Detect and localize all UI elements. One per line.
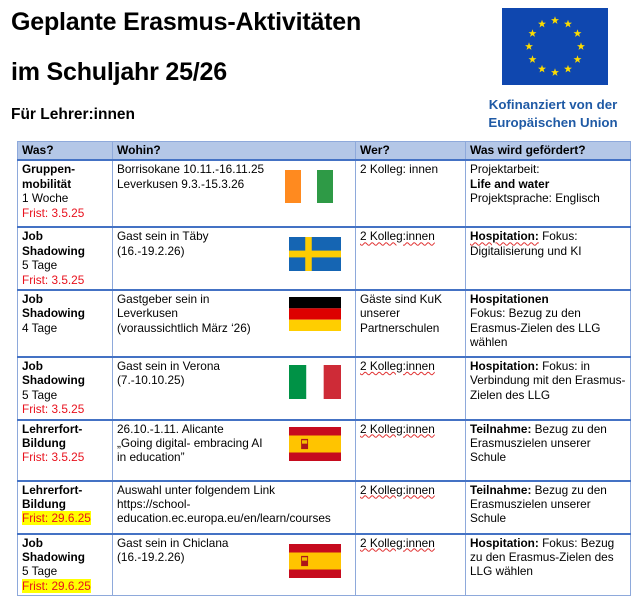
participants-text: 2 Kolleg:innen [360,535,435,550]
eu-star-icon [574,29,582,37]
activity-duration: 1 Woche [22,191,69,206]
funding-text: Fokus: Bezug zu den Erasmus-Zielen des LLG wählen [470,306,601,350]
funding-cell [466,534,631,596]
activity-type: Bildung [22,436,66,451]
activity-duration: 5 Tage [22,564,58,579]
ireland-flag-icon [285,170,333,203]
destination-text: (voraussichtlich März ‘26) [117,320,251,335]
funding-cell [466,160,631,227]
activity-type: Bildung [22,497,66,512]
eu-star-icon [574,55,582,63]
eu-flag-icon [502,8,608,85]
destination-text: Leverkusen 9.3.-15.3.26 [117,176,245,191]
eu-star-icon [538,65,546,73]
activity-type: Lehrerfort- [22,421,83,436]
eu-star-icon [525,42,533,50]
funding-highlight: Teilnahme: [470,482,532,497]
table-row [18,534,631,596]
funding-cell [466,481,631,534]
destination-cell [113,227,356,290]
funding-highlight: Life and water [470,176,550,191]
deadline: Frist: 3.5.25 [22,272,85,287]
destination-cell [113,534,356,596]
activity-type-cell [18,357,113,420]
funding-text: Fokus: Bezug zu den Erasmus-Zielen des LLG wählen [470,535,615,579]
activity-type: mobilität [22,176,72,191]
destination-cell [113,160,356,227]
table-row [18,481,631,534]
header-wohin: Wohin? [113,142,356,161]
activity-type: Gruppen- [22,162,76,177]
participants-text: 2 Kolleg:innen [360,421,435,436]
destination-text: Borrisokane 10.11.-16.11.25 [117,162,265,177]
spain-flag-icon [289,427,341,461]
activity-type-cell [18,534,113,596]
activity-duration: 4 Tage [22,320,58,335]
eu-label-line2: Europäischen Union [488,115,618,130]
activity-type-cell [18,481,113,534]
activity-duration: 5 Tage [22,387,58,402]
eu-star-icon [564,20,572,28]
funding-text: Projektarbeit: [470,162,540,177]
participants-text: 2 Kolleg:innen [360,359,435,374]
activities-table [17,141,631,596]
table-row [18,357,631,420]
participants-text: 2 Kolleg: innen [360,162,439,177]
eu-star-icon [538,20,546,28]
destination-text: Auswahl unter folgendem Link [117,482,276,497]
destination-text: Leverkusen [117,306,178,321]
funding-cell [466,227,631,290]
funding-text: Bezug zu den Erasmuszielen unserer Schule [470,421,607,465]
eu-star-icon [551,16,559,24]
deadline: Frist: 3.5.25 [22,205,85,220]
page-title-line2: im Schuljahr 25/26 [11,58,227,86]
destination-text: Gast sein in Chiclana [117,535,229,550]
funding-cell [466,420,631,481]
destination-text: https://school- [117,497,191,512]
header-wer: Wer? [356,142,466,161]
eu-star-icon [564,65,572,73]
germany-flag-icon [289,297,341,331]
table-row [18,227,631,290]
table-row [18,160,631,227]
course-link[interactable]: education.ec.europa.eu/en/learn/courses [117,511,331,526]
activity-type-cell [18,227,113,290]
activity-type: Job Shadowing [22,535,85,565]
activity-type: Job Shadowing [22,359,85,388]
destination-text: Gast sein in Verona [117,359,220,374]
funding-highlight: Hospitation: [470,359,539,374]
funding-text: Fokus: in Verbindung mit den Erasmus-Zielen des LLG [470,359,626,402]
destination-text: „Going digital- embracing AI [117,436,263,451]
destination-text: 26.10.-1.11. Alicante [117,421,224,436]
participants-text: Gäste sind KuK unserer Partnerschulen [360,292,442,335]
participants-cell [356,481,466,534]
eu-cofunding-label [468,96,638,132]
destination-text: Gast sein in Täby [117,229,209,244]
funding-text: Bezug zu den Erasmuszielen unserer Schule [470,482,607,526]
eu-star-icon [528,55,536,63]
activity-type: Job Shadowing [22,229,85,258]
activity-type-cell [18,160,113,227]
participants-cell [356,160,466,227]
destination-text: in education” [117,450,185,465]
funding-cell [466,357,631,420]
activity-duration: 5 Tage [22,258,58,273]
funding-cell [466,290,631,357]
page-subtitle: Für Lehrer:innen [11,106,136,123]
funding-highlight: Teilnahme: [470,421,532,436]
deadline: Frist: 29.6.25 [22,511,91,526]
destination-text: (16.-19.2.26) [117,550,185,565]
deadline: Frist: 29.6.25 [22,578,91,593]
header-was: Was? [18,142,113,161]
eu-label-line1: Kofinanziert von der [488,97,618,112]
participants-cell [356,227,466,290]
table-header-row [18,142,631,161]
participants-cell [356,357,466,420]
funding-highlight: Hospitation: [470,229,539,244]
activity-type-cell [18,420,113,481]
activity-type: Lehrerfort- [22,482,83,497]
destination-cell [113,290,356,357]
eu-star-icon [577,42,585,50]
destination-cell [113,420,356,481]
participants-text: 2 Kolleg:innen [360,229,435,244]
destination-text: (16.-19.2.26) [117,243,185,258]
participants-cell [356,534,466,596]
table-row [18,420,631,481]
eu-star-icon [528,29,536,37]
participants-cell [356,290,466,357]
activity-type-cell [18,290,113,357]
destination-cell [113,357,356,420]
eu-star-icon [551,68,559,76]
spain-flag-icon [289,544,341,578]
destination-text: Gastgeber sein in [117,292,210,307]
deadline: Frist: 3.5.25 [22,450,85,465]
funding-text: Fokus: Digitalisierung und KI [470,229,582,258]
funding-text: Projektsprache: Englisch [470,191,600,206]
destination-cell [113,481,356,534]
deadline: Frist: 3.5.25 [22,402,85,417]
activity-type: Job Shadowing [22,292,85,321]
sweden-flag-icon [289,237,341,271]
participants-cell [356,420,466,481]
funding-highlight: Hospitation: [470,535,539,550]
funding-highlight: Hospitationen [470,292,549,307]
table-row [18,290,631,357]
italy-flag-icon [289,365,341,399]
header-gefoerdert: Was wird gefördert? [466,142,631,161]
participants-text: 2 Kolleg:innen [360,482,435,497]
page-title-line1: Geplante Erasmus-Aktivitäten [11,8,362,36]
destination-text: (7.-10.10.25) [117,373,185,388]
